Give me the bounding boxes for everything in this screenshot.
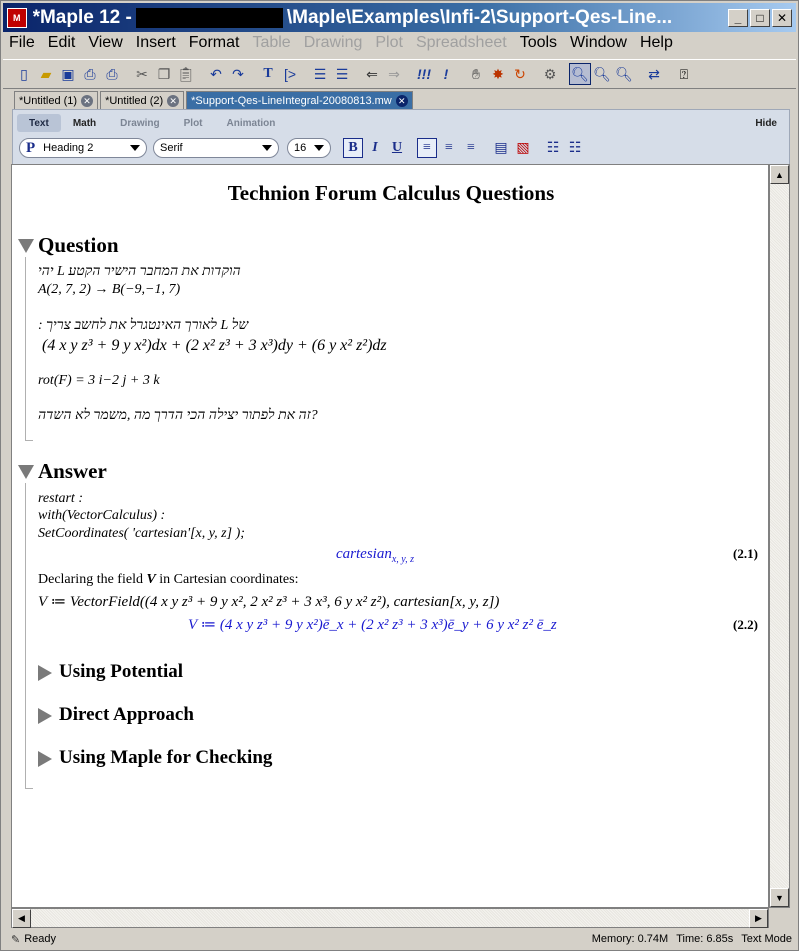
tab-close-icon[interactable]: ✕ [396,95,408,107]
chevron-down-icon [130,145,140,151]
section-bracket [25,483,33,789]
align-right-icon[interactable]: ≡ [467,140,475,155]
main-toolbar [3,59,796,89]
input-restart[interactable]: restart : [38,491,83,506]
font-family-value: Serif [160,142,183,154]
settings-gear-icon[interactable]: ⚙ [543,65,557,82]
context-bar [12,109,790,165]
highlight-icon[interactable]: ▧ [516,140,530,156]
menu-window[interactable]: Window [570,34,627,51]
input-with-vectorcalculus[interactable]: with(VectorCalculus) : [38,508,166,523]
menu-drawing[interactable]: Drawing [303,34,363,51]
mode-animation-button[interactable]: Animation [226,117,276,129]
font-size-value: 16 [294,142,307,154]
undo-icon[interactable]: ↶ [210,65,222,82]
mode-math-button[interactable]: Math [72,117,97,129]
document-title: Technion Forum Calculus Questions [227,181,555,205]
declaring-text-var: V [146,572,156,587]
collapse-triangle-icon[interactable] [18,465,34,479]
equation-label-2-2: (2.2) [733,617,758,632]
title-bar[interactable] [3,3,796,32]
subsection-direct-approach[interactable]: Direct Approach [59,704,194,725]
maple-app-icon[interactable]: M [7,8,27,28]
switch-icon[interactable]: ⇄ [648,65,660,82]
tab-label: *Support-Qes-LineIntegral-20080813.mw [191,94,392,107]
menu-format[interactable]: Format [188,34,240,51]
menu-bar [3,32,796,54]
status-ready: Ready [24,933,57,945]
status-mode: Text Mode [741,933,792,945]
tab-label: *Untitled (1) [19,94,78,107]
section-bracket [25,257,33,441]
question-rot-f: rot(F) = 3 i−2 j + 3 k [38,373,160,388]
menu-tools[interactable]: Tools [519,34,558,51]
help-icon[interactable]: ⍰ [679,65,689,82]
bullet-list-icon[interactable]: ☷ [546,140,560,156]
status-bar [3,930,796,948]
status-memory: Memory: 0.74M [591,933,669,945]
paragraph-style-icon: P [26,139,36,156]
output-cartesian-subscript: x, y, z [391,554,415,565]
format-bar [19,136,787,160]
stop-hand-icon[interactable]: ✋︎ [472,65,480,82]
back-arrow-icon[interactable]: ⇐ [366,65,378,82]
subsection-using-potential[interactable]: Using Potential [59,661,184,682]
subsection-using-maple-checking[interactable]: Using Maple for Checking [59,747,273,768]
declaring-text [38,572,298,588]
mode-drawing-button[interactable]: Drawing [120,117,160,129]
text-block-icon[interactable]: ▤ [494,140,508,156]
new-document-icon[interactable]: ▯ [20,65,28,82]
execute-icon[interactable]: ! [443,66,449,82]
hide-button[interactable]: Hide [755,117,777,129]
zoom-100-icon[interactable]: 🔍︎ [569,63,591,85]
mode-plot-button[interactable]: Plot [183,117,203,129]
print-preview-icon[interactable]: ⎙ [84,65,96,82]
output-vectorfield: V ≔ (4 x y z³ + 9 y x²)ē_x + (2 x² z³ + 3 x³)ē_y + 6 y x² z² ē_z [188,617,557,633]
question-integrand: (4 x y z³ + 9 y x²)dx + (2 x² z³ + 3 x³)dy + (6 y x² z²)dz [42,337,387,354]
mode-bar [17,114,785,132]
align-left-icon[interactable]: ≡ [417,138,437,158]
question-heading: Question [38,233,119,257]
execute-all-icon[interactable]: !!! [417,66,431,82]
open-folder-icon[interactable]: ▰ [40,65,52,82]
status-ready-icon: ✎ [11,933,21,946]
chevron-down-icon [262,145,272,151]
text-mode-icon[interactable]: T [263,66,273,81]
minimize-button[interactable]: _ [728,9,748,27]
vertical-scrollbar[interactable] [769,164,790,908]
expand-triangle-icon[interactable] [38,665,52,681]
indent-icon[interactable]: ☰ [313,65,327,82]
underline-button[interactable]: U [391,140,403,155]
expand-triangle-icon[interactable] [38,751,52,767]
tab-support-qes-lineintegral[interactable] [186,91,413,109]
outdent-icon[interactable]: ☰ [335,65,349,82]
font-size-select[interactable] [287,138,331,158]
expand-triangle-icon[interactable] [38,708,52,724]
menu-file[interactable]: File [9,34,35,51]
print-icon[interactable]: ⎙ [106,65,118,82]
declaring-text-pre: Declaring the field [38,572,147,587]
restart-icon[interactable]: ↻ [514,65,526,82]
scroll-up-icon[interactable]: ▲ [770,165,789,184]
question-text-line-3: של L לאורך האינטגרל את לחשב צריך : [38,318,249,333]
paragraph-style-value: Heading 2 [43,142,94,154]
collapse-triangle-icon[interactable] [18,239,34,253]
output-cartesian [336,546,414,563]
italic-button[interactable]: I [372,140,378,155]
tab-close-icon[interactable]: ✕ [81,95,93,107]
scroll-left-icon[interactable]: ◀ [12,909,31,928]
tab-untitled-1[interactable] [14,91,98,109]
zoom-out-icon[interactable]: 🔍︎ [615,65,633,82]
math-prompt-icon[interactable]: [> [283,66,297,82]
tab-untitled-2[interactable] [100,91,184,109]
chevron-down-icon [314,145,324,151]
menu-spreadsheet[interactable]: Spreadsheet [415,34,507,51]
mode-text-button[interactable]: Text [17,114,61,132]
menu-view[interactable]: View [88,34,123,51]
align-center-icon[interactable]: ≡ [445,140,453,155]
debug-icon[interactable]: ✸ [492,65,504,82]
menu-plot[interactable]: Plot [375,34,403,51]
equation-label-2-1: (2.1) [733,546,758,561]
tab-label: *Untitled (2) [105,94,164,107]
forward-arrow-icon[interactable]: ⇒ [388,65,400,82]
title-prefix: *Maple 12 - [32,6,132,28]
question-points: A(2, 7, 2) → B(−9,−1, 7) [38,282,181,297]
declaring-text-post: in Cartesian coordinates: [155,572,299,587]
menu-help[interactable]: Help [639,34,673,51]
zoom-in-icon[interactable]: 🔍︎ [593,65,611,82]
paste-icon[interactable]: 📋︎ [177,65,195,82]
cut-icon[interactable]: ✂ [136,65,148,82]
status-time: Time: 6.85s [676,933,734,945]
worksheet-document[interactable] [11,164,769,908]
output-cartesian-text: cartesian [336,546,392,562]
bold-button[interactable]: B [343,138,363,158]
question-text-line-5: ?זה את לפתור יצילה הכי הדרך מה ,משמר לא השדה [38,408,318,423]
window-title [33,7,726,29]
save-icon[interactable]: ▣ [61,65,75,82]
scroll-down-icon[interactable]: ▼ [770,888,789,907]
font-family-select[interactable] [153,138,279,158]
numbered-list-icon[interactable]: ☷ [568,140,582,156]
input-setcoordinates[interactable]: SetCoordinates( 'cartesian'[x, y, z] ); [38,526,245,541]
paragraph-style-select[interactable] [19,138,147,158]
input-vectorfield[interactable]: V ≔ VectorField((4 x y z³ + 9 y x², 2 x² z³ + 3 x³, 6 y x² z²), cartesian[x, y, z]) [38,594,500,610]
menu-table[interactable]: Table [252,34,291,51]
question-text-line-1: הוקדות את המחבר הישיר הקטע L יהי [38,264,241,279]
horizontal-scrollbar[interactable] [11,908,769,928]
document-tabs [14,91,415,109]
redacted-path-block [136,8,283,28]
maximize-button[interactable]: □ [750,9,770,27]
tab-close-icon[interactable]: ✕ [167,95,179,107]
menu-edit[interactable]: Edit [47,34,76,51]
scroll-right-icon[interactable]: ▶ [749,909,768,928]
close-button[interactable]: ✕ [772,9,792,27]
answer-heading: Answer [38,459,107,483]
menu-insert[interactable]: Insert [135,34,176,51]
title-suffix: \Maple\Examples\Infi-2\Support-Qes-Line... [286,6,673,28]
redo-icon[interactable]: ↷ [232,65,244,82]
copy-icon[interactable]: ❐ [157,65,171,82]
